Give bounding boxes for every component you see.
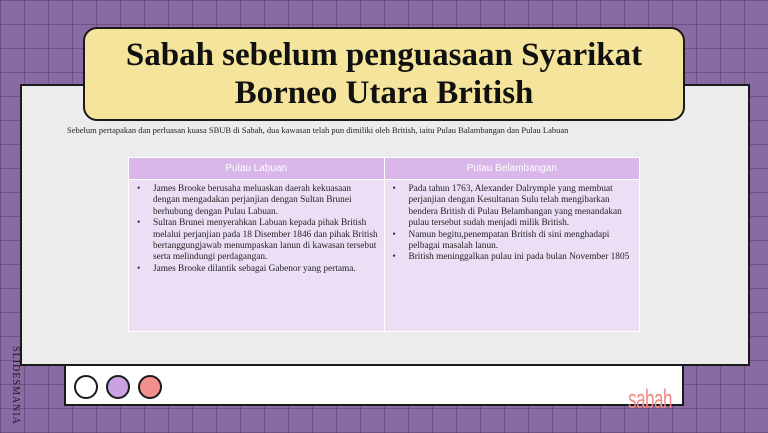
slide-title-line-2: Borneo Utara British [234, 75, 534, 111]
header-pulau-labuan: Pulau Labuan [129, 158, 385, 180]
title-banner [83, 27, 685, 121]
belambangan-cell [384, 180, 640, 332]
table-row [129, 180, 640, 332]
sabah-stamp [630, 380, 670, 420]
purple-circle-icon [106, 375, 130, 399]
slide-title-line-1: Sabah sebelum penguasaan Syarikat [125, 37, 643, 73]
intro-text: Sebelum pertapakan dan perluasan kuasa SBUB di Sabah, dua kawasan telah pun dimiliki oleh British, iaitu Pulau Balambangan dan Pulau Labuan [67, 125, 569, 135]
labuan-cell [129, 180, 385, 332]
list-item: • James Brooke berusaha meluaskan daerah kekuasaan dengan mengadakan perjanjian dengan Sultan Brunei berhubung dengan Pulau Labuan. [133, 184, 380, 218]
comparison-table [128, 157, 640, 332]
sabah-stamp-text: sabah [628, 384, 672, 415]
labuan-list [133, 184, 380, 275]
belambangan-list [389, 184, 636, 264]
list-item: • Sultan Brunei menyerahkan Labuan kepada pihak British melalui perjanjian pada 18 Disember 1846 dan pihak British bertanggungjawab menumpaskan lanun di kawasan tersebut serta melindungi perdagangan. [133, 218, 380, 264]
list-item: • Namun begitu,penempatan British di sini menghadapi pelbagai masalah lanun. [389, 230, 636, 253]
coral-circle-icon [138, 375, 162, 399]
white-circle-icon [74, 375, 98, 399]
list-item: • British meninggalkan pulau ini pada bulan November 1805 [389, 252, 636, 263]
list-item: • James Brooke dilantik sebagai Gabenor yang pertama. [133, 264, 380, 275]
table-header-row [129, 158, 640, 180]
bottom-bar [64, 364, 684, 406]
list-item: • Pada tahun 1763, Alexander Dalrymple yang membuat perjanjian dengan Kesultanan Sulu telah mengibarkan bendera British di Pulau Belambangan yang menandakan pulau tersebut sudah menjadi milik British. [389, 184, 636, 230]
slidesmania-watermark: SLIDESMANIA [9, 346, 21, 425]
header-pulau-belambangan: Pulau Belambangan [384, 158, 640, 180]
